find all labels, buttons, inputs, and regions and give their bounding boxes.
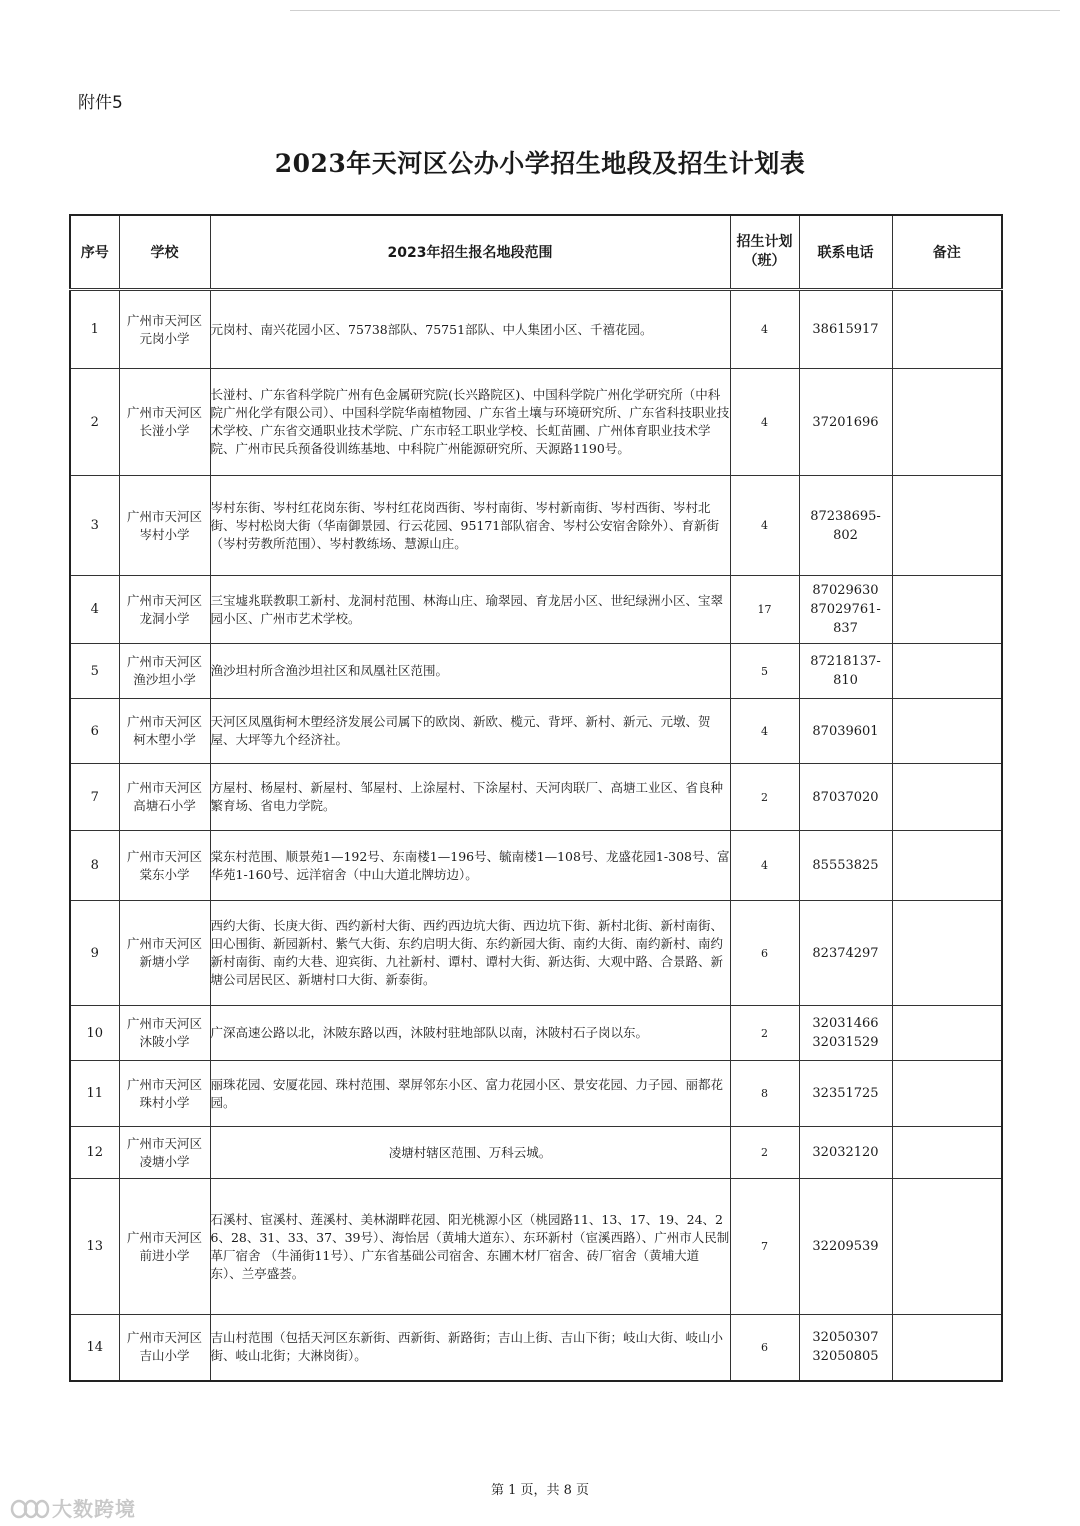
cell-note xyxy=(892,1061,1002,1127)
cell-seq: 13 xyxy=(70,1179,119,1315)
cell-area: 元岗村、南兴花园小区、75738部队、75751部队、中人集团小区、千禧花园。 xyxy=(210,290,730,369)
cell-area: 三宝墟兆联教职工新村、龙洞村范围、林海山庄、瑜翠园、育龙居小区、世纪绿洲小区、宝翠园小区、广州市艺术学校。 xyxy=(210,576,730,644)
cell-phone xyxy=(799,1061,892,1127)
cell-seq: 12 xyxy=(70,1127,119,1179)
table-row xyxy=(70,1127,1002,1179)
header-plan xyxy=(730,215,799,290)
cell-phone xyxy=(799,1179,892,1315)
school-district: 广州市天河区 xyxy=(126,1229,202,1245)
cell-seq: 1 xyxy=(70,290,119,369)
header-area: 2023年招生报名地段范围 xyxy=(210,215,730,290)
cell-plan: 5 xyxy=(730,644,799,699)
phone-primary: 37201696 xyxy=(812,414,879,430)
school-district: 广州市天河区 xyxy=(126,780,202,795)
cell-seq: 10 xyxy=(70,1006,119,1061)
table-row xyxy=(70,644,1002,699)
cell-plan: 4 xyxy=(730,831,799,901)
school-name: 珠村小学 xyxy=(139,1094,190,1110)
cell-phone xyxy=(799,476,892,576)
cell-phone xyxy=(799,1127,892,1179)
cell-school xyxy=(119,1179,210,1315)
school-district: 广州市天河区 xyxy=(126,592,202,608)
watermark xyxy=(10,1493,136,1522)
cell-note xyxy=(892,476,1002,576)
school-name: 凌塘小学 xyxy=(139,1153,190,1169)
cell-seq: 7 xyxy=(70,764,119,831)
cell-phone xyxy=(799,901,892,1006)
phone-primary: 87029630 xyxy=(812,583,879,598)
phone-primary: 32209539 xyxy=(812,1239,879,1254)
cell-area: 丽珠花园、安厦花园、珠村范围、翠屏邻东小区、富力花园小区、景安花园、力子园、丽都花园。 xyxy=(210,1061,730,1127)
cell-area: 西约大街、长庚大街、西约新村大街、西约西边坑大街、西边坑下街、新村北街、新村南街、田心围街、新园新村、紫气大街、东约启明大街、东约新园大街、南约大街、南约新村、南约新村南街、南约大巷、迎宾街、九社新村、谭村、谭村大街、新达街、大观中路、合景路、新塘公司居民区、新塘村口大街、新泰街。 xyxy=(210,901,730,1006)
cell-seq: 6 xyxy=(70,699,119,764)
phone-primary: 85553825 xyxy=(812,858,879,873)
school-name: 渔沙坦小学 xyxy=(133,672,196,687)
cell-note xyxy=(892,644,1002,699)
school-district: 广州市天河区 xyxy=(126,1076,202,1092)
cell-phone xyxy=(799,369,892,476)
school-name: 岑村小学 xyxy=(139,526,190,542)
cell-plan: 2 xyxy=(730,764,799,831)
cell-note xyxy=(892,1315,1002,1381)
school-name: 棠东小学 xyxy=(139,866,190,882)
school-district: 广州市天河区 xyxy=(126,714,202,729)
cell-note xyxy=(892,764,1002,831)
cell-seq: 4 xyxy=(70,576,119,644)
school-name: 长湴小学 xyxy=(139,423,190,438)
header-plan-line1: 招生计划 xyxy=(736,234,793,250)
phone-secondary: 87029761-837 xyxy=(810,602,881,636)
phone-primary: 38615917 xyxy=(812,322,879,337)
cell-plan: 8 xyxy=(730,1061,799,1127)
cell-area: 长湴村、广东省科学院广州有色金属研究院(长兴路院区)、中国科学院广州化学研究所（中科院广州化学有限公司）、中国科学院华南植物园、广东省土壤与环境研究所、广东省科技职业技术学校、广东省交通职业技术学院、广东市轻工职业学校、长虹苗圃、广州体育职业技术学院、广州市民兵预备役训练基地、中科院广州能源研究所、天源路1190号。 xyxy=(210,369,730,476)
school-district: 广州市天河区 xyxy=(126,1016,202,1031)
cell-note xyxy=(892,1006,1002,1061)
phone-secondary: 32050805 xyxy=(812,1349,879,1365)
table-row xyxy=(70,831,1002,901)
header-school: 学校 xyxy=(119,215,210,290)
table-row xyxy=(70,699,1002,764)
cell-note xyxy=(892,1179,1002,1315)
cell-seq: 8 xyxy=(70,831,119,901)
cell-school xyxy=(119,901,210,1006)
cell-school xyxy=(119,476,210,576)
table-header-row xyxy=(70,215,1002,290)
phone-primary: 87218137-810 xyxy=(810,654,881,688)
table-row xyxy=(70,576,1002,644)
cell-phone xyxy=(799,576,892,644)
school-name: 沐陂小学 xyxy=(139,1034,190,1049)
cell-school xyxy=(119,644,210,699)
phone-primary: 87238695-802 xyxy=(810,508,881,543)
cell-school xyxy=(119,369,210,476)
table-row xyxy=(70,290,1002,369)
cell-note xyxy=(892,831,1002,901)
cell-school xyxy=(119,576,210,644)
school-name: 柯木塱小学 xyxy=(133,732,196,747)
cell-area: 岑村东街、岑村红花岗东街、岑村红花岗西街、岑村南街、岑村新南街、岑村西街、岑村北街、岑村松岗大街（华南御景园、行云花园、95171部队宿舍、岑村公安宿舍除外）、育新街（岑村劳教所范围）、岑村教练场、慧源山庄。 xyxy=(210,476,730,576)
school-district: 广州市天河区 xyxy=(126,312,202,328)
school-name: 高塘石小学 xyxy=(133,798,196,813)
cell-phone xyxy=(799,1006,892,1061)
enrollment-table xyxy=(69,214,1003,1382)
cell-area: 吉山村范围（包括天河区东新街、西新街、新路街；吉山上街、吉山下街；岐山大街、岐山小街、岐山北街；大淋岗街）。 xyxy=(210,1315,730,1381)
table-row xyxy=(70,1006,1002,1061)
cell-school xyxy=(119,831,210,901)
school-district: 广州市天河区 xyxy=(126,654,202,669)
school-district: 广州市天河区 xyxy=(126,508,202,524)
cell-seq: 14 xyxy=(70,1315,119,1381)
cell-plan: 17 xyxy=(730,576,799,644)
cell-plan: 7 xyxy=(730,1179,799,1315)
school-district: 广州市天河区 xyxy=(126,936,202,951)
page-number: 第 1 页，共 8 页 xyxy=(490,1483,590,1498)
cell-plan: 4 xyxy=(730,290,799,369)
school-district: 广州市天河区 xyxy=(126,1135,202,1151)
cell-note xyxy=(892,290,1002,369)
cell-note xyxy=(892,1127,1002,1179)
cell-note xyxy=(892,576,1002,644)
watermark-text: 大数跨境 xyxy=(52,1497,136,1521)
cell-seq: 9 xyxy=(70,901,119,1006)
cell-plan: 2 xyxy=(730,1127,799,1179)
cell-plan: 4 xyxy=(730,476,799,576)
school-name: 元岗小学 xyxy=(139,330,190,346)
phone-primary: 32032120 xyxy=(812,1145,879,1160)
table-row xyxy=(70,1315,1002,1381)
header-phone: 联系电话 xyxy=(799,215,892,290)
cell-school xyxy=(119,1315,210,1381)
cell-area: 凌塘村辖区范围、万科云城。 xyxy=(210,1127,730,1179)
cell-area: 渔沙坦村所含渔沙坦社区和凤凰社区范围。 xyxy=(210,644,730,699)
cell-plan: 6 xyxy=(730,1315,799,1381)
cell-school xyxy=(119,1127,210,1179)
attachment-label: 附件5 xyxy=(78,93,123,113)
cell-note xyxy=(892,699,1002,764)
school-district: 广州市天河区 xyxy=(126,1330,202,1346)
header-note: 备注 xyxy=(892,215,1002,290)
school-district: 广州市天河区 xyxy=(126,848,202,864)
table-row xyxy=(70,764,1002,831)
cell-phone xyxy=(799,644,892,699)
phone-primary: 32050307 xyxy=(812,1330,879,1346)
table-row xyxy=(70,369,1002,476)
phone-primary: 87037020 xyxy=(812,789,879,805)
cell-phone xyxy=(799,764,892,831)
cell-seq: 5 xyxy=(70,644,119,699)
table-row xyxy=(70,901,1002,1006)
logo-icon xyxy=(10,1496,50,1520)
cell-school xyxy=(119,1061,210,1127)
table-row xyxy=(70,1179,1002,1315)
cell-note xyxy=(892,369,1002,476)
cell-school xyxy=(119,290,210,369)
cell-plan: 4 xyxy=(730,369,799,476)
cell-seq: 11 xyxy=(70,1061,119,1127)
cell-phone xyxy=(799,1315,892,1381)
phone-primary: 82374297 xyxy=(812,945,879,961)
cell-plan: 6 xyxy=(730,901,799,1006)
school-district: 广州市天河区 xyxy=(126,405,202,420)
school-name: 新塘小学 xyxy=(139,954,190,969)
cell-school xyxy=(119,1006,210,1061)
phone-secondary: 32031529 xyxy=(812,1035,879,1050)
table-row xyxy=(70,476,1002,576)
cell-phone xyxy=(799,831,892,901)
cell-phone xyxy=(799,290,892,369)
cell-area: 方屋村、杨屋村、新屋村、邹屋村、上涂屋村、下涂屋村、天河肉联厂、高塘工业区、省良种繁育场、省电力学院。 xyxy=(210,764,730,831)
cell-plan: 2 xyxy=(730,1006,799,1061)
phone-primary: 32031466 xyxy=(812,1016,879,1031)
cell-phone xyxy=(799,699,892,764)
cell-seq: 3 xyxy=(70,476,119,576)
school-name: 吉山小学 xyxy=(139,1348,190,1364)
school-name: 前进小学 xyxy=(139,1247,190,1263)
header-plan-line2: （班） xyxy=(743,253,786,269)
cell-plan: 4 xyxy=(730,699,799,764)
school-name: 龙洞小学 xyxy=(139,610,190,626)
phone-primary: 87039601 xyxy=(812,723,879,739)
cell-area: 广深高速公路以北，沐陂东路以西，沐陂村驻地部队以南，沐陂村石子岗以东。 xyxy=(210,1006,730,1061)
phone-primary: 32351725 xyxy=(812,1086,879,1101)
cell-school xyxy=(119,699,210,764)
page-title: 2023年天河区公办小学招生地段及招生计划表 xyxy=(274,149,806,178)
top-rule xyxy=(290,10,1060,11)
header-seq: 序号 xyxy=(70,215,119,290)
cell-school xyxy=(119,764,210,831)
table-row xyxy=(70,1061,1002,1127)
cell-seq: 2 xyxy=(70,369,119,476)
cell-area: 天河区凤凰街柯木塱经济发展公司属下的欧岗、新欧、榄元、背坪、新村、新元、元墩、贺屋、大坪等九个经济社。 xyxy=(210,699,730,764)
cell-note xyxy=(892,901,1002,1006)
cell-area: 棠东村范围、顺景苑1—192号、东南楼1—196号、毓南楼1—108号、龙盛花园1-308号、富华苑1-160号、远洋宿舍（中山大道北牌坊边）。 xyxy=(210,831,730,901)
cell-area: 石溪村、宦溪村、莲溪村、美林湖畔花园、阳光桃源小区（桃园路11、13、17、19、24、26、28、31、33、37、39号）、海怡居（黄埔大道东）、东环新村（宦溪西路）、广州市人民制革厂宿舍 （牛涌街11号）、广东省基础公司宿舍、东圃木材厂宿舍、砖厂宿舍（黄埔大道东）、兰亭盛荟。 xyxy=(210,1179,730,1315)
